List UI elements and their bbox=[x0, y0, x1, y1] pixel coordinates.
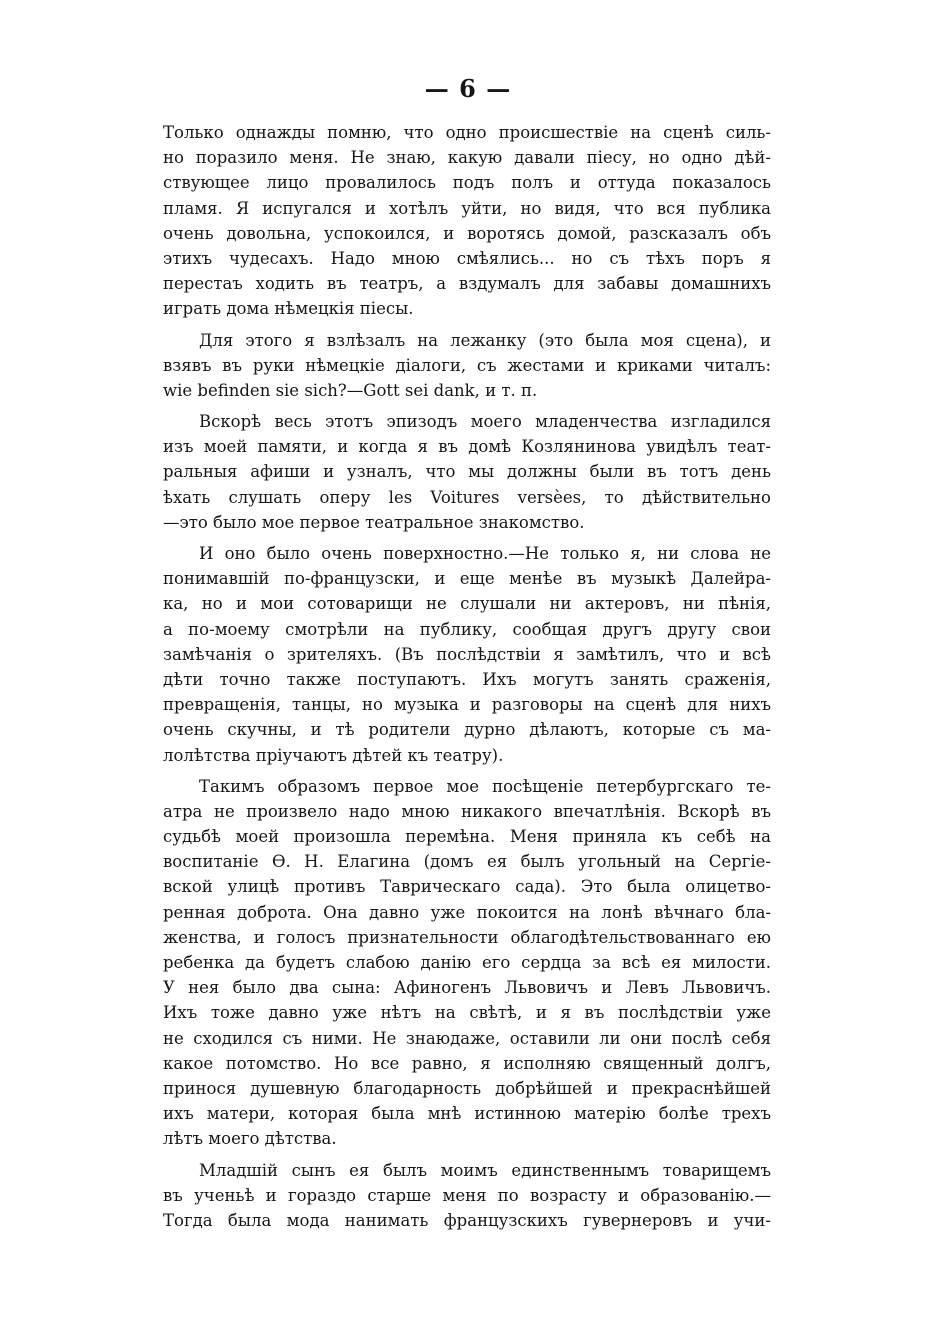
text-line: лолѣтства пріучаютъ дѣтей къ театру). bbox=[163, 745, 504, 765]
paragraph-1 bbox=[163, 120, 771, 322]
text-line: Только однажды помню, что одно происшествіе на сценѣ силь- bbox=[163, 123, 771, 142]
text-line: играть дома нѣмецкія піесы. bbox=[163, 299, 414, 319]
text-line: ѣхать слушать оперу les Voitures versèes, то дѣйствительно bbox=[163, 487, 771, 507]
text-line: дѣти точно также поступаютъ. Ихъ могутъ занять сраженія, bbox=[163, 669, 771, 689]
text-line: понимавшій по-французски, и еще менѣе въ музыкѣ Далейра- bbox=[163, 569, 771, 589]
text-line: Тогда была мода нанимать французскихъ гувернеровъ и учи- bbox=[163, 1210, 771, 1230]
paragraph-5 bbox=[163, 774, 771, 1152]
text-line: ребенка да будетъ слабою данію его сердца за всѣ ея милости. bbox=[163, 953, 771, 972]
text-line: ихъ матери, которая была мнѣ истинною матерію болѣе трехъ bbox=[163, 1104, 771, 1124]
text-line: но поразило меня. Не знаю, какую давали піесу, но одно дѣй- bbox=[163, 148, 771, 168]
text-line: лѣтъ моего дѣтства. bbox=[163, 1129, 337, 1149]
page-number: — 6 — bbox=[424, 74, 512, 103]
paragraph-3 bbox=[163, 409, 771, 535]
text-line: Младшій сынъ ея былъ моимъ единственнымъ товарищемъ bbox=[199, 1160, 771, 1180]
text-line: этихъ чудесахъ. Надо мною смѣялись... но съ тѣхъ поръ я bbox=[163, 248, 771, 268]
text-line: вской улицѣ противъ Таврическаго сада). Это была олицетво- bbox=[163, 877, 771, 897]
text-line: замѣчанія о зрителяхъ. (Въ послѣдствіи я замѣтилъ, что и всѣ bbox=[163, 644, 771, 664]
text-line: пламя. Я испугался и хотѣлъ уйти, но видя, что вся публика bbox=[163, 198, 771, 218]
text-line: очень скучны, и тѣ родители дурно дѣлаютъ, которые съ ма- bbox=[163, 720, 771, 740]
text-line: принося душевную благодарность добрѣйшей и прекраснѣйшей bbox=[163, 1078, 771, 1098]
text-line: У нея было два сына: Афиногенъ Львовичъ и Левъ Львовичъ. bbox=[163, 978, 771, 998]
text-line: Вскорѣ весь этотъ эпизодъ моего младенчества изгладился bbox=[199, 412, 771, 432]
text-line: изъ моей памяти, и когда я въ домѣ Козлянинова увидѣлъ теат- bbox=[163, 437, 771, 457]
text-line: не сходился съ ними. Не знаюдаже, оставили ли они послѣ себя bbox=[163, 1028, 771, 1048]
text-line: а по-моему смотрѣли на публику, сообщая другъ другу свои bbox=[163, 619, 771, 639]
text-line: атра не произвело надо мною никакого впечатлѣнія. Вскорѣ въ bbox=[163, 801, 771, 821]
text-line: судьбѣ моей произошла перемѣна. Меня приняла къ себѣ на bbox=[163, 827, 771, 847]
text-line: —это было мое первое театральное знакомство. bbox=[163, 512, 585, 532]
text-line: ствующее лицо провалилось подъ полъ и оттуда показалось bbox=[163, 173, 771, 193]
text-line: очень довольна, успокоился, и воротясь домой, разсказалъ объ bbox=[163, 223, 771, 243]
text-line: какое потомство. Но все равно, я исполняю священный долгъ, bbox=[163, 1053, 771, 1073]
text-line: превращенія, танцы, но музыка и разговоры на сценѣ для нихъ bbox=[163, 695, 771, 715]
text-line: Ихъ тоже давно уже нѣтъ на свѣтѣ, и я въ послѣдствіи уже bbox=[163, 1003, 771, 1023]
text-line: Такимъ образомъ первое мое посѣщеніе петербургскаго те- bbox=[199, 776, 771, 796]
text-line: wie befinden sie sich?—Gott sei dank, и т. п. bbox=[163, 380, 538, 400]
body-text bbox=[163, 120, 771, 1239]
paragraph-6 bbox=[163, 1158, 771, 1234]
text-line: ренная доброта. Она давно уже покоится на лонѣ вѣчнаго бла- bbox=[163, 902, 771, 922]
text-line: воспитаніе Ѳ. Н. Елагина (домъ ея былъ угольный на Сергіе- bbox=[163, 852, 771, 872]
text-line: И оно было очень поверхностно.—Не только я, ни слова не bbox=[199, 544, 771, 563]
text-line: ральныя афиши и узналъ, что мы должны были въ тотъ день bbox=[163, 462, 771, 482]
text-line: ка, но и мои сотоварищи не слушали ни актеровъ, ни пѣнія, bbox=[163, 594, 771, 614]
text-line: взявъ въ руки нѣмецкіе діалоги, съ жестами и криками читалъ: bbox=[163, 355, 771, 375]
text-line: Для этого я взлѣзалъ на лежанку (это была моя сцена), и bbox=[199, 330, 771, 350]
paragraph-4 bbox=[163, 541, 771, 768]
text-line: женства, и голосъ признательности облагодѣтельствованнаго ею bbox=[163, 927, 771, 947]
text-line: въ ученьѣ и гораздо старше меня по возрасту и образованію.— bbox=[163, 1185, 771, 1205]
text-line: перестаъ ходить въ театръ, а вздумалъ для забавы домашнихъ bbox=[163, 274, 771, 294]
paragraph-2 bbox=[163, 328, 771, 404]
